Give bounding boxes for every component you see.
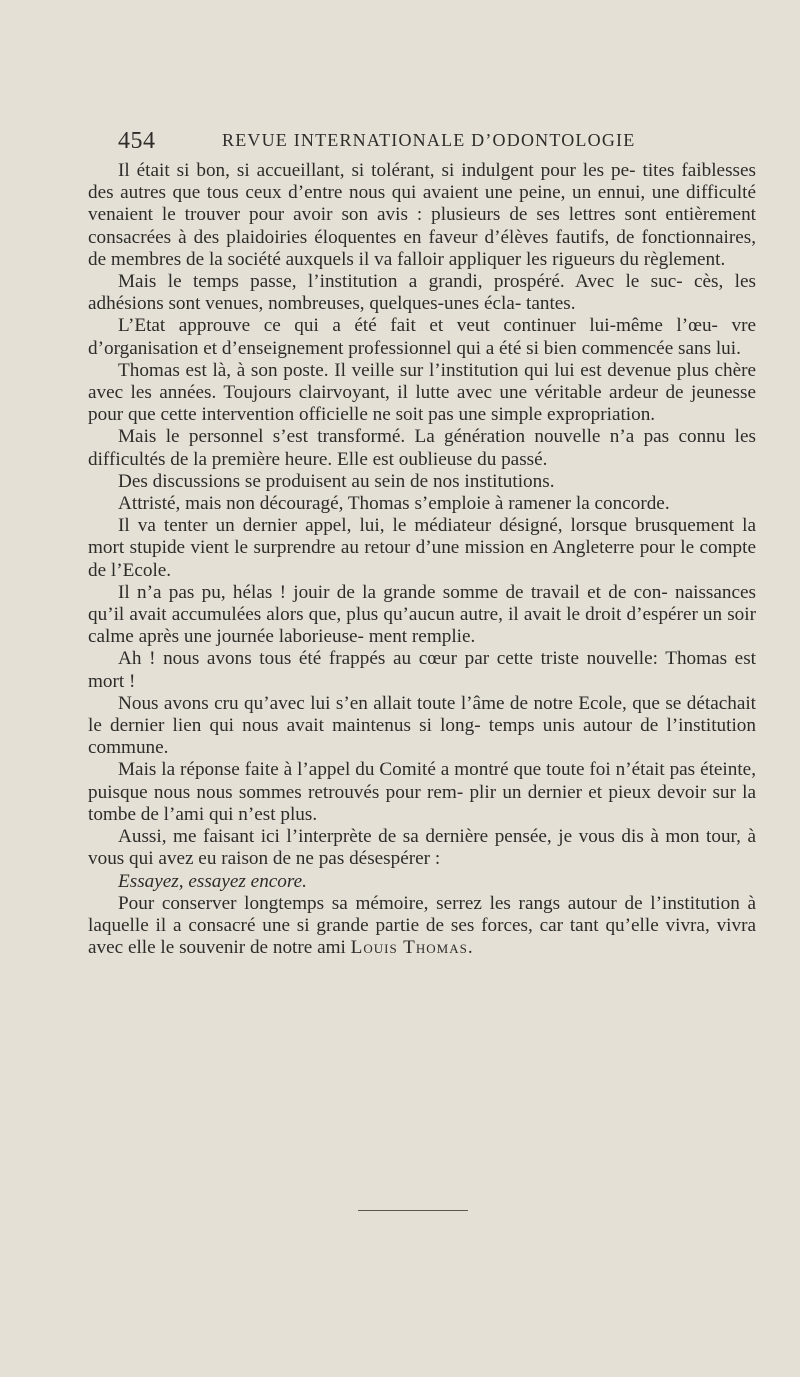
paragraph: Des discussions se produisent au sein de nos institutions. (118, 470, 555, 492)
paragraph: Thomas est là, à son poste. Il veille sur l’institution qui lui est devenue plus chère avec les années. Toujours clairvoyant, il lutte avec une véritable ardeur de jeunesse pour que cette intervention officielle ne soit pas une simple expropriation. (88, 359, 756, 426)
page-number: 454 (118, 128, 156, 154)
running-title: REVUE INTERNATIONALE D’ODONTOLOGIE (222, 130, 636, 150)
closing-motto: Essayez, essayez encore. (118, 870, 307, 892)
final-paragraph (88, 893, 756, 960)
end-rule-divider (358, 1210, 468, 1211)
article-body (88, 160, 756, 959)
final-paragraph-text: Pour conserver longtemps sa mémoire, serrez les rangs autour de l’institution à laquelle il a consacré une si grande partie de ses forces, car tant qu’elle vivra, vivra avec elle le souvenir de notre ami (88, 892, 756, 959)
paragraph: Mais le temps passe, l’institution a grandi, prospéré. Avec le suc- cès, les adhésions sont venues, nombreuses, quelques-unes écla- tantes. (88, 271, 756, 315)
paragraph: Il va tenter un dernier appel, lui, le médiateur désigné, lorsque brusquement la mort stupide vient le surprendre au retour d’une mission en Angleterre pour le compte de l’Ecole. (88, 515, 756, 581)
paragraph: Il n’a pas pu, hélas ! jouir de la grande somme de travail et de con- naissances qu’il avait accumulées alors que, plus qu’aucun autre, il avait le droit d’espérer un soir calme après une journée laborieuse- ment remplie. (88, 581, 756, 648)
signature-name: Louis Thomas (350, 937, 468, 959)
paragraph: Attristé, mais non découragé, Thomas s’emploie à ramener la concorde. (118, 493, 670, 515)
paragraph: Mais la réponse faite à l’appel du Comité a montré que toute foi n’était pas éteinte, puisque nous nous sommes retrouvés pour rem- plir un dernier et pieux devoir sur la tombe de l’ami qui n’est plus. (88, 759, 756, 825)
paragraph: L’Etat approuve ce qui a été fait et veut continuer lui-même l’œu- vre d’organisation et d’enseignement professionnel qui a été si bien commencée sans lui. (88, 315, 756, 359)
paragraph: Il était si bon, si accueillant, si tolérant, si indulgent pour les pe- tites faiblesses des autres que tous ceux d’entre nous qui avaient une peine, un ennui, une difficulté venaient le trouver pour avoir son avis : plusieurs de ses lettres sont entièrement consacrées à des plaidoiries éloquentes en faveur d’élèves fautifs, de fonctionnaires, de membres de la société auxquels il va falloir appliquer les rigueurs du règlement. (88, 160, 756, 270)
signature-end: . (467, 937, 473, 959)
paragraph: Aussi, me faisant ici l’interprète de sa dernière pensée, je vous dis à mon tour, à vous qui avez eu raison de ne pas désespérer : (88, 826, 756, 870)
paragraph: Mais le personnel s’est transformé. La génération nouvelle n’a pas connu les difficultés de la première heure. Elle est oublieuse du passé. (88, 426, 756, 470)
paragraph: Nous avons cru qu’avec lui s’en allait toute l’âme de notre Ecole, que se détachait le dernier lien qui nous avait maintenus si long- temps unis autour de l’institution commune. (88, 692, 756, 759)
paragraph: Ah ! nous avons tous été frappés au cœur par cette triste nouvelle: Thomas est mort ! (88, 648, 756, 692)
